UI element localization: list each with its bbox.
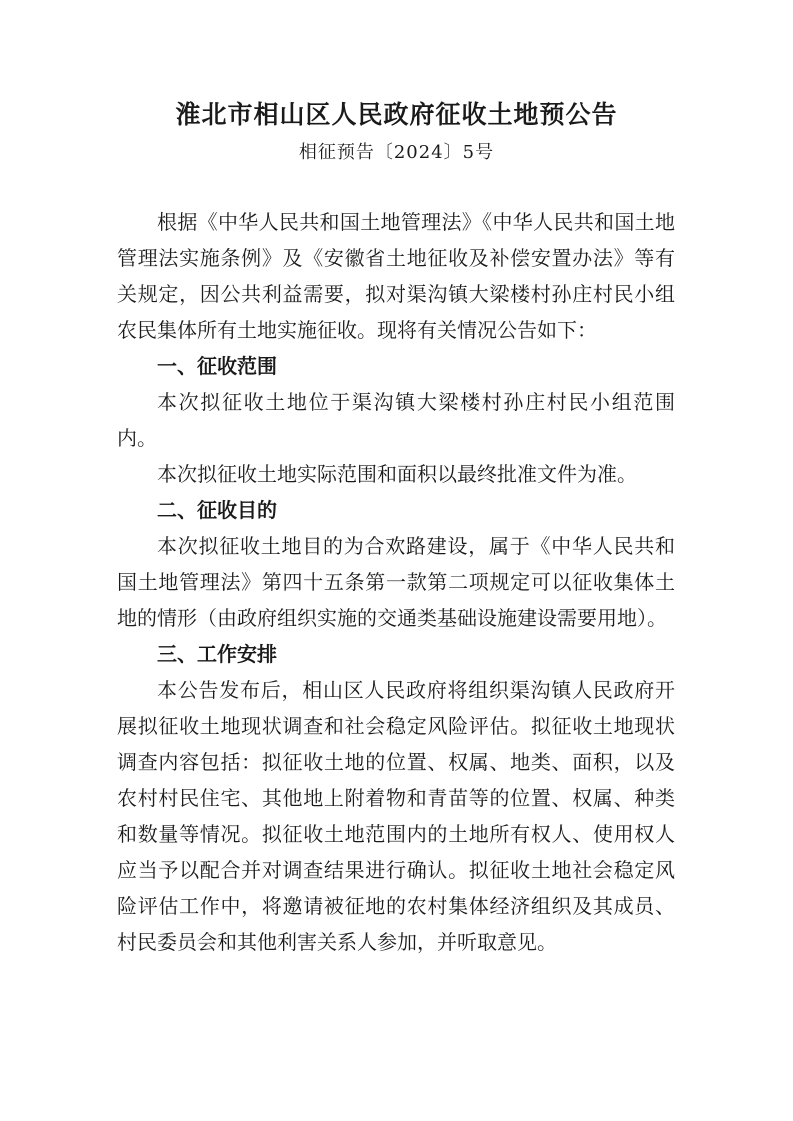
section-heading-purpose: 二、征收目的 [157, 498, 277, 522]
document-number: 相征预告〔2024〕5号 [298, 142, 495, 163]
purpose-paragraph: 本次拟征收土地目的为合欢路建设，属于《中华人民共和国土地管理法》第四十五条第一款第二项规定可以征收集体土地的情形（由政府组织实施的交通类基础设施建设需要用地）。 [117, 534, 675, 630]
section-heading-scope: 一、征收范围 [157, 354, 277, 378]
document-title: 淮北市相山区人民政府征收土地预公告 [175, 100, 618, 129]
section-heading-arrangement: 三、工作安排 [157, 642, 277, 666]
scope-paragraph-location: 本次拟征收土地位于渠沟镇大梁楼村孙庄村民小组范围内。 [117, 390, 675, 450]
document-body [117, 204, 675, 960]
scope-paragraph-area: 本次拟征收土地实际范围和面积以最终批准文件为准。 [157, 462, 637, 486]
arrangement-paragraph: 本公告发布后，相山区人民政府将组织渠沟镇人民政府开展拟征收土地现状调查和社会稳定风险评估。拟征收土地现状调查内容包括：拟征收土地的位置、权属、地类、面积，以及农村村民住宅、其他地上附着物和青苗等的位置、权属、种类和数量等情况。拟征收土地范围内的土地所有权人、使用权人应当予以配合并对调查结果进行确认。拟征收土地社会稳定风险评估工作中，将邀请被征地的农村集体经济组织及其成员、村民委员会和其他利害关系人参加，并听取意见。 [117, 678, 675, 954]
intro-paragraph: 根据《中华人民共和国土地管理法》《中华人民共和国土地管理法实施条例》及《安徽省土地征收及补偿安置办法》等有关规定，因公共利益需要，拟对渠沟镇大梁楼村孙庄村民小组农民集体所有土地实施征收。现将有关情况公告如下： [117, 210, 675, 342]
